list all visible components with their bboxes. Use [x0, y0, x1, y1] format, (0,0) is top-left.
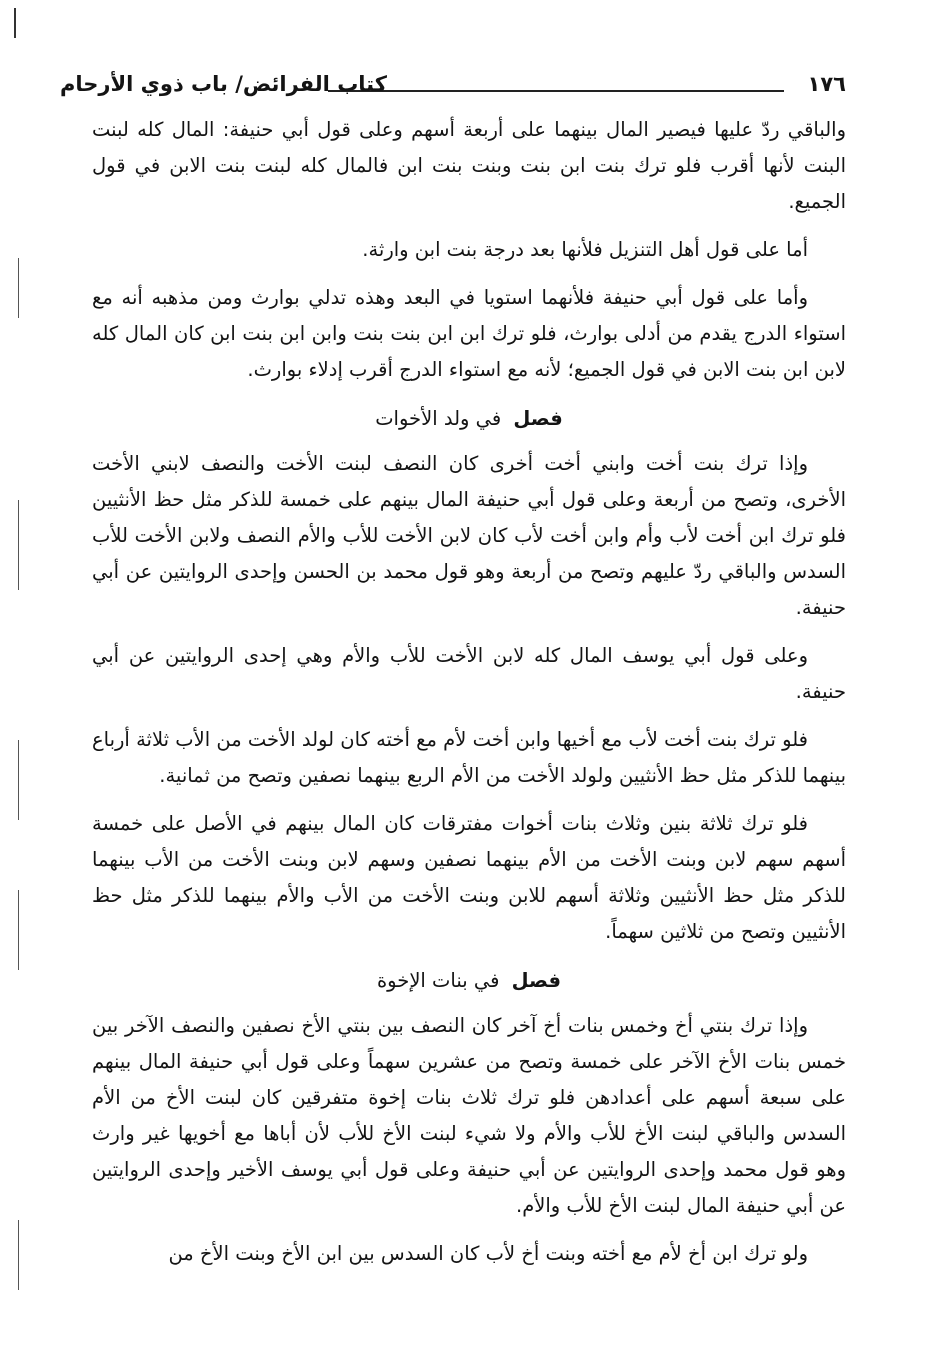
section-heading-sisters-children [92, 400, 846, 438]
paragraph: وأما على قول أبي حنيفة فلأنهما استويا في البعد وهذه تدلي بوارث ومن مذهبه أنه مع استواء الدرج يقدم من أدلى بوارث، فلو ترك ابن ابن بنت بنت وابن ابن بنت ابن كان المال كله لابن ابن بنت الابن في قول الجميع؛ لأنه مع استواء الدرج أقرب إدلاء بوارث. [92, 286, 846, 381]
scan-margin-mark [18, 890, 19, 970]
running-title: كتاب الفرائض/ باب ذوي الأرحام [60, 72, 387, 96]
section-title: في بنات الإخوة [376, 969, 500, 992]
paragraph: وإذا ترك بنتي أخ وخمس بنات أخ آخر كان النصف بين بنتي الأخ نصفين والنصف الآخر بين خمس بنات الأخ الآخر على خمسة وتصح من عشرين سهماً وعلى قول أبي حنيفة المال بينهم على سبعة أسهم على أعدادهن فلو ترك ثلاث بنات إخوة متفرقين كان لبنت الأخ من الأم السدس والباقي لبنت الأخ للأب والأم ولا شيء لبنت الأخ للأب لأن أباها مع أخويها غير وارث وهو قول محمد وإحدى الروايتين عن أبي حنيفة وعلى قول أبي يوسف الأخير وإحدى الروايتين عن أبي حنيفة المال لبنت الأخ للأب والأم. [92, 1014, 846, 1217]
header-rule [328, 90, 784, 92]
paragraph: فلو ترك بنت أخت لأب مع أخيها وابن أخت لأم مع أخته كان لولد الأخت من الأب ثلاثة أرباع بينهما للذكر مثل حظ الأنثيين ولولد الأخت من الأم الربع بينهما نصفين وتصح من ثمانية. [92, 728, 846, 787]
page-body [92, 112, 846, 1362]
section-heading-brothers-daughters [92, 962, 846, 1000]
paragraph: والباقي ردّ عليها فيصير المال بينهما على أربعة أسهم وعلى قول أبي حنيفة: المال كله لبنت البنت لأنها أقرب فلو ترك بنت ابن بنت وبنت بنت ابن فالمال كله لبنت بنت الابن في قول الجميع. [92, 118, 846, 213]
paragraph: أما على قول أهل التنزيل فلأنها بعد درجة بنت ابن وارثة. [362, 238, 808, 261]
section-label: فصل [511, 969, 562, 992]
page-number: ١٧٦ [807, 72, 846, 96]
scan-margin-mark [18, 500, 19, 590]
section-label: فصل [513, 407, 563, 430]
paragraph: فلو ترك ثلاثة بنين وثلاث بنات أخوات مفترقات كان المال بينهم في الأصل على خمسة أسهم سهم لابن وبنت الأخت من الأم بينهما نصفين وسهم لابن وبنت الأخت من الأب بينهما للذكر مثل حظ الأنثيين وثلاثة أسهم للابن وبنت الأخت من الأب والأم بينهما للذكر مثل حظ الأنثيين وتصح من ثلاثين سهماً. [92, 812, 846, 943]
paragraph: وإذا ترك بنت أخت وابني أخت أخرى كان النصف لبنت الأخت والنصف لابني الأخت الأخرى، وتصح من أربعة وعلى قول أبي حنيفة المال بينهم على خمسة للذكر مثل حظ الأنثيين فلو ترك ابن أخت لأب وأم وابن أخت لأب كان لابن الأخت للأب والأم النصف ولابن الأخت للأب السدس والباقي ردّ عليهم وتصح من أربعة وهو قول محمد بن الحسن وإحدى الروايتين عن أبي حنيفة. [92, 452, 846, 619]
scan-edge-mark [14, 8, 16, 38]
scan-margin-mark [18, 258, 19, 318]
paragraph: وعلى قول أبي يوسف المال كله لابن الأخت للأب والأم وهي إحدى الروايتين عن أبي حنيفة. [92, 644, 846, 703]
scan-margin-mark [18, 1220, 19, 1290]
scan-margin-mark [18, 740, 19, 820]
page-header [60, 66, 846, 106]
section-title: في ولد الأخوات [375, 407, 502, 430]
paragraph: ولو ترك ابن أخ لأم مع أخته وبنت أخ لأب كان السدس بين ابن الأخ وبنت الأخ من [168, 1242, 808, 1265]
